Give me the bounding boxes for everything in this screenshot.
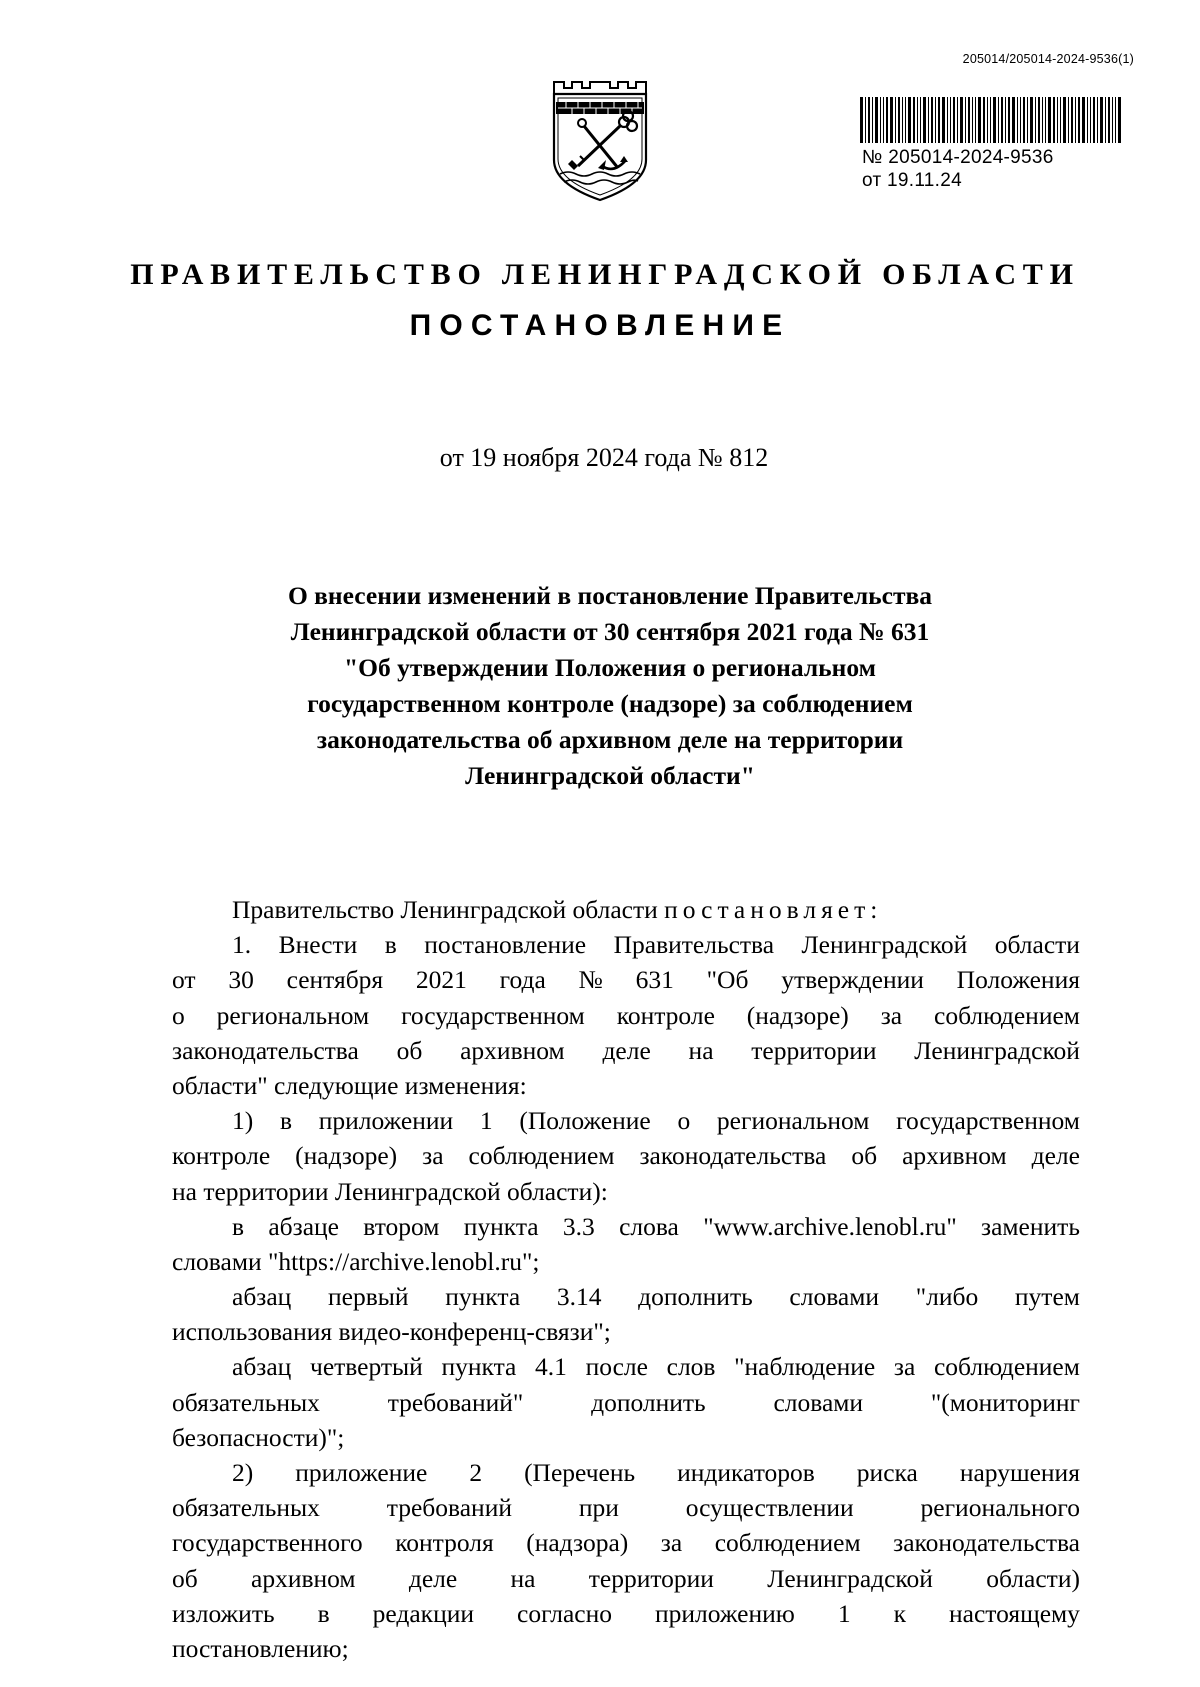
word: словами (773, 1387, 864, 1417)
word: пункта (445, 1282, 521, 1312)
word: законодательства (893, 1528, 1080, 1558)
word: архивном (902, 1141, 1007, 1171)
word: требований" (387, 1387, 524, 1417)
word: Внести (278, 930, 358, 960)
word: после (585, 1352, 648, 1382)
word: 2 (469, 1458, 483, 1487)
word: 1) (232, 1106, 254, 1136)
word: нарушения (959, 1458, 1080, 1487)
word: об (851, 1141, 878, 1171)
word: приложение (295, 1458, 428, 1487)
word: 1 (837, 1598, 851, 1628)
coat-of-arms-emblem (548, 76, 652, 204)
word: (надзоре) (746, 1000, 849, 1030)
registration-number: № 205014-2024-9536 (862, 147, 1054, 168)
word: от (172, 965, 196, 995)
body-line: безопасности)"; (172, 1422, 345, 1452)
body-line (172, 1385, 1080, 1420)
word: регионального (920, 1493, 1080, 1523)
word: контроля (395, 1528, 494, 1558)
body-line (172, 1033, 1080, 1068)
word: приложении (318, 1106, 454, 1136)
word: контроле (616, 1000, 715, 1030)
body-line (172, 962, 1080, 997)
word: на (688, 1035, 714, 1065)
registration-stamp-top: 205014/205014-2024-9536(1) (962, 52, 1134, 66)
body-line (172, 1209, 1080, 1244)
word: о (677, 1106, 691, 1136)
body-line (172, 998, 1080, 1033)
body-line: постановлению; (172, 1633, 349, 1663)
word: области (994, 930, 1080, 960)
word: четвертый (310, 1352, 423, 1382)
word: 1 (479, 1106, 493, 1136)
word: 1. (232, 930, 252, 960)
word: 3.14 (556, 1282, 602, 1312)
word: настоящему (948, 1598, 1080, 1628)
word: архивном (251, 1563, 356, 1593)
word: об (172, 1563, 198, 1593)
body-intro-verb: постановляет: (664, 895, 883, 924)
word: законодательства (172, 1035, 359, 1065)
body-line: использования видео-конференц-связи"; (172, 1317, 611, 1347)
word: риска (856, 1458, 918, 1487)
word: словами (789, 1282, 880, 1312)
word: соблюдением (934, 1000, 1080, 1030)
subject-line: "Об утверждении Положения о региональном (344, 653, 876, 682)
word: 631 (635, 965, 674, 995)
word: государственном (896, 1106, 1080, 1136)
word: 3.3 (562, 1211, 595, 1241)
body-line (172, 1455, 1080, 1490)
word: сентября (286, 965, 384, 995)
word: "(мониторинг (930, 1387, 1080, 1417)
body-line (172, 1279, 1080, 1314)
word: в (279, 1106, 293, 1136)
subject-line: государственном контроле (надзоре) за соблюдением (307, 689, 913, 718)
word: деле (602, 1035, 651, 1065)
word: за (893, 1352, 916, 1382)
word: "Об (706, 965, 749, 995)
word: при (578, 1493, 619, 1523)
body-line (172, 1596, 1080, 1631)
word: слов (666, 1352, 716, 1382)
registration-block (862, 146, 1054, 192)
document-date-number: от 19 ноября 2024 года № 812 (439, 443, 769, 472)
body-intro: Правительство Ленинградской области (232, 895, 658, 924)
word: за (422, 1141, 444, 1171)
body-line (172, 1561, 1080, 1596)
word: слова (619, 1211, 679, 1241)
word: осуществлении (685, 1493, 854, 1523)
subject-line: законодательства об архивном деле на территории (316, 725, 904, 754)
word: года (499, 965, 546, 995)
word: государственного (172, 1528, 363, 1558)
word: государственном (401, 1000, 585, 1030)
body-line (172, 927, 1080, 962)
word: абзац (232, 1282, 292, 1312)
word: (Положение (519, 1106, 651, 1136)
word: соблюдением (468, 1141, 615, 1171)
word: абзац (232, 1352, 292, 1382)
word: утверждении (781, 965, 924, 995)
subject-line: Ленинградской области" (465, 761, 755, 790)
word: постановление (424, 930, 587, 960)
word: Ленинградской (914, 1035, 1080, 1065)
word: в (317, 1598, 330, 1628)
word: соблюдением (933, 1352, 1080, 1382)
word: в (232, 1211, 245, 1241)
body-line: на территории Ленинградской области): (172, 1176, 608, 1206)
word: Положения (956, 965, 1080, 995)
word: территории (588, 1563, 714, 1593)
word: обязательных (172, 1493, 320, 1523)
word: (надзора) (526, 1528, 629, 1558)
word: обязательных (172, 1387, 320, 1417)
word: контроле (172, 1141, 271, 1171)
word: втором (363, 1211, 440, 1241)
resolution-body (172, 892, 1080, 1666)
government-title: ПРАВИТЕЛЬСТВО ЛЕНИНГРАДСКОЙ ОБЛАСТИ (130, 258, 1080, 291)
word: приложению (655, 1598, 795, 1628)
body-line (172, 1490, 1080, 1525)
registration-date: от 19.11.24 (862, 170, 962, 191)
subject-line: О внесении изменений в постановление Правительства (287, 581, 933, 610)
word: Ленинградской (801, 930, 968, 960)
word: согласно (517, 1598, 613, 1628)
word: деле (408, 1563, 458, 1593)
word: пункта (441, 1352, 517, 1382)
word: требований (386, 1493, 512, 1523)
body-line (172, 1138, 1080, 1173)
word: (надзоре) (295, 1141, 398, 1171)
word: законодательства (639, 1141, 827, 1171)
word: индикаторов (677, 1458, 815, 1487)
word: (Перечень (524, 1458, 636, 1487)
word: первый (328, 1282, 409, 1312)
word: 2021 (415, 965, 467, 995)
word: "либо (915, 1282, 979, 1312)
word: 30 (228, 965, 254, 995)
word: путем (1014, 1282, 1080, 1312)
word: региональном (216, 1000, 370, 1030)
word: архивном (460, 1035, 565, 1065)
word: на (510, 1563, 536, 1593)
word: абзаце (268, 1211, 339, 1241)
word: в (384, 930, 397, 960)
word: № (578, 965, 603, 995)
word: к (893, 1598, 906, 1628)
body-line: области" следующие изменения: (172, 1070, 527, 1100)
word: региональном (716, 1106, 870, 1136)
word: Ленинградской (767, 1563, 933, 1593)
resolution-subject (240, 578, 980, 794)
word: об (396, 1035, 423, 1065)
body-intro-line (172, 892, 1080, 927)
word: области) (986, 1563, 1080, 1593)
word: изложить (172, 1598, 275, 1628)
word: за (660, 1528, 683, 1558)
document-type-heading: ПОСТАНОВЛЕНИЕ (409, 309, 791, 342)
subject-line: Ленинградской области от 30 сентября 2021 года № 631 (290, 617, 930, 646)
body-line (172, 1525, 1080, 1560)
body-line: словами "https://archive.lenobl.ru"; (172, 1246, 540, 1276)
word: 2) (232, 1458, 254, 1487)
word: 4.1 (535, 1352, 567, 1382)
barcode-image (860, 97, 1122, 143)
body-line (172, 1349, 1080, 1384)
word: "www.archive.lenobl.ru" (703, 1211, 957, 1241)
word: о (172, 1000, 185, 1030)
body-line (172, 1103, 1080, 1138)
word: заменить (981, 1211, 1080, 1241)
word: пункта (463, 1211, 539, 1241)
word: дополнить (638, 1282, 753, 1312)
word: территории (751, 1035, 877, 1065)
word: Правительства (613, 930, 775, 960)
word: "наблюдение (734, 1352, 876, 1382)
word: соблюдением (714, 1528, 861, 1558)
word: за (880, 1000, 903, 1030)
word: редакции (372, 1598, 475, 1628)
word: деле (1031, 1141, 1080, 1171)
word: дополнить (591, 1387, 706, 1417)
